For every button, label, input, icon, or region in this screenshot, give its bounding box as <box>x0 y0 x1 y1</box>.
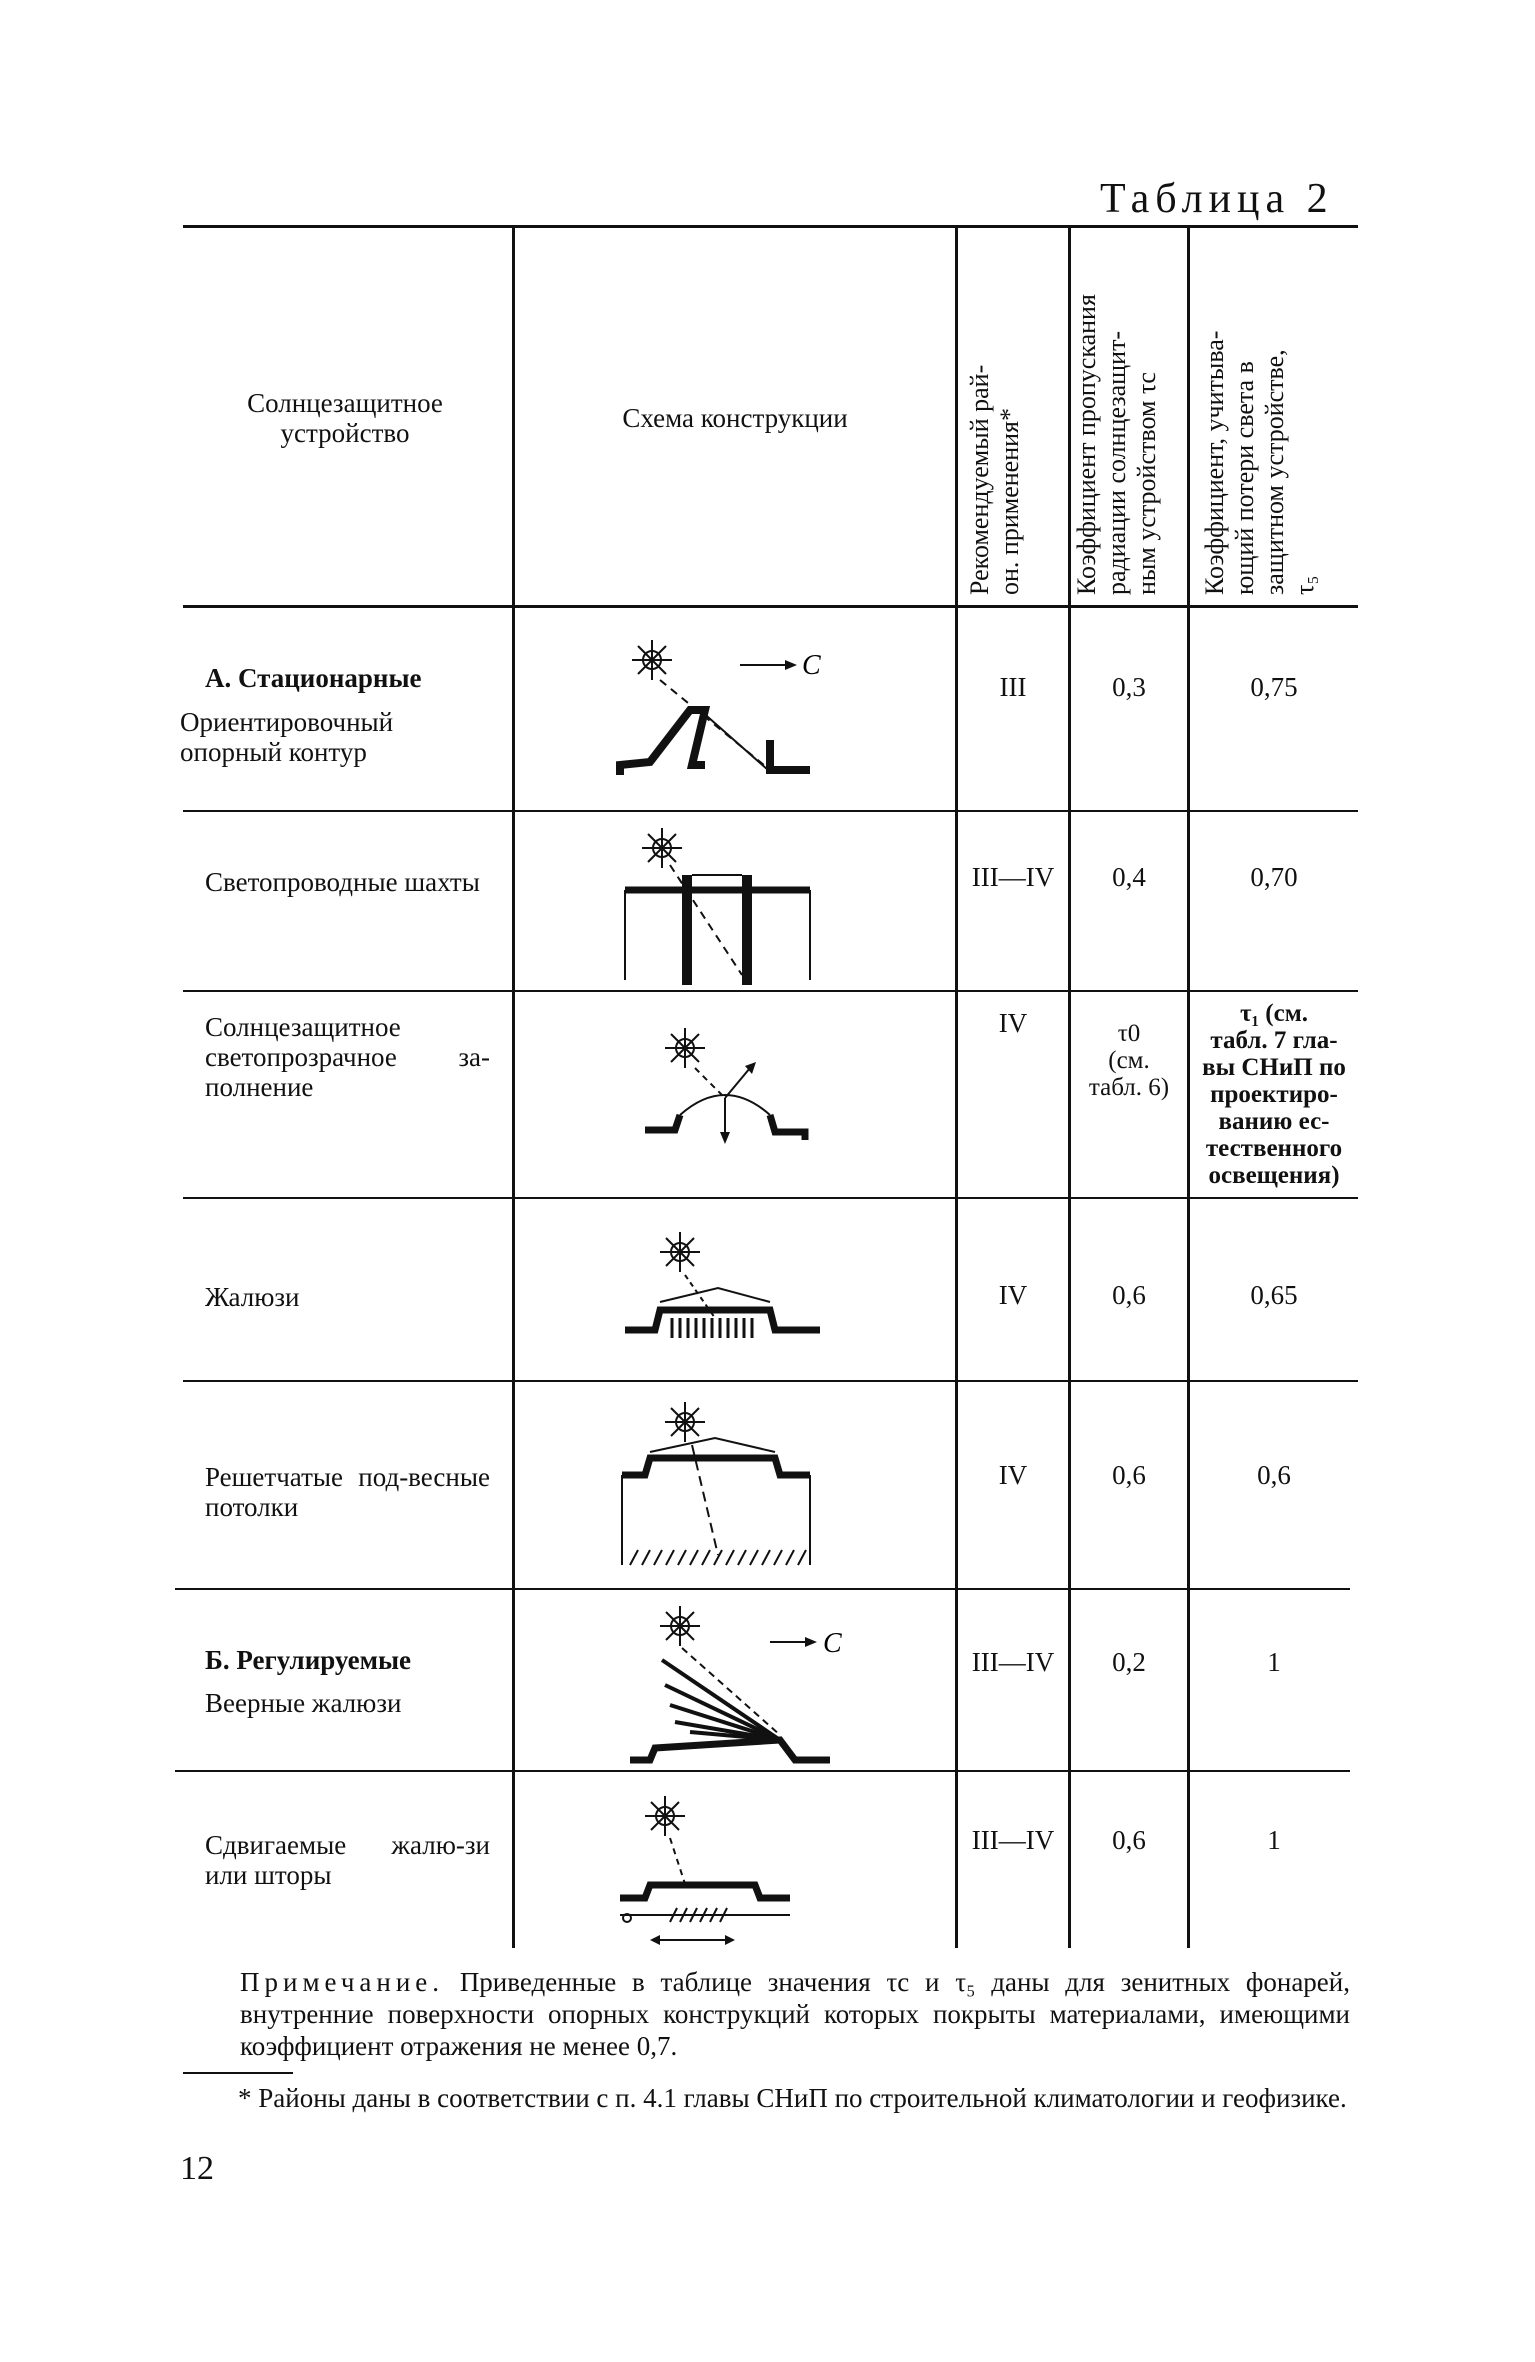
ceiling-grid <box>630 1550 806 1565</box>
header-tau-5: Коэффициент, учитыва- ющий потери света в защитном устройстве, τ₅ <box>1200 330 1319 595</box>
row-5-region: IV <box>998 1460 1028 1490</box>
row-7-region: III—IV <box>971 1825 1055 1855</box>
note <box>240 1966 1350 2062</box>
row-4-name: Жалюзи <box>205 1282 300 1312</box>
row-6-region: III—IV <box>971 1647 1055 1677</box>
row-rule-1 <box>183 810 1358 812</box>
row-2-tau-5: 0,70 <box>1250 862 1298 892</box>
row-rule-5 <box>175 1588 1350 1590</box>
footnote: * Районы даны в соответствии с п. 4.1 главы СНиП по строительной климатологии и геофизике. <box>238 2083 1347 2113</box>
row-5-tau-c: 0,6 <box>1112 1460 1146 1490</box>
row-1-tau-c: 0,3 <box>1112 672 1146 702</box>
section-a-label: А. Стационарные <box>205 663 422 693</box>
sun-icon <box>660 1606 700 1646</box>
sun-icon <box>632 640 672 680</box>
scheme-light-shafts <box>610 820 830 990</box>
header-region: Рекомендуемый рай- он. применения* <box>965 364 1024 595</box>
row-4-tau-c: 0,6 <box>1112 1280 1146 1310</box>
row-6-tau-c: 0,2 <box>1112 1647 1146 1677</box>
section-b-label: Б. Регулируемые <box>205 1645 412 1675</box>
row-1-tau-5: 0,75 <box>1250 672 1298 702</box>
sun-icon <box>642 828 682 868</box>
row-1-name: Ориентировочный опорный контур <box>180 707 394 767</box>
col-rule-1 <box>512 228 515 1948</box>
row-4-region: IV <box>998 1280 1028 1310</box>
fan-blades <box>662 1660 780 1740</box>
row-3-tau-5: τ₁ (см. табл. 7 гла- вы СНиП по проектиро- ванию ес- тественного освещения) <box>1202 1000 1346 1189</box>
row-6-tau-5: 1 <box>1267 1647 1281 1677</box>
col-rule-2 <box>955 228 958 1948</box>
row-rule-4 <box>183 1380 1358 1382</box>
note-label: Примечание. <box>240 1967 445 1997</box>
sun-icon <box>665 1028 705 1068</box>
row-4-tau-5: 0,65 <box>1250 1280 1298 1310</box>
direction-label: С <box>823 1628 842 1659</box>
header-scheme: Схема конструкции <box>622 403 848 433</box>
row-2-tau-c: 0,4 <box>1112 862 1146 892</box>
page-number: 12 <box>180 2150 214 2187</box>
row-1-region: III <box>999 672 1027 702</box>
row-7-name: Сдвигаемые жалю-зи или шторы <box>205 1830 490 1890</box>
row-2-region: III—IV <box>971 862 1055 892</box>
scheme-sliding-louvers <box>615 1790 845 1950</box>
note-text: Приведенные в таблице значения τс и τ₅ даны для зенитных фонарей, внутренние поверхности опорных конструкций которых покрыты материалами, имеющими коэффициент отражения не менее 0,7. <box>240 1967 1350 2061</box>
scheme-fan-louvers <box>620 1600 860 1770</box>
row-2-name: Светопроводные шахты <box>205 867 480 897</box>
sun-icon <box>660 1232 700 1272</box>
row-6-name: Веерные жалюзи <box>205 1688 402 1718</box>
scheme-glazing <box>640 1020 840 1160</box>
direction-label: С <box>802 650 821 681</box>
row-3-region: IV <box>998 1008 1028 1038</box>
row-5-name: Решетчатые под-весные потолки <box>205 1462 490 1522</box>
footnote-rule <box>183 2072 293 2074</box>
scheme-louvers <box>620 1230 840 1360</box>
header-device: Солнцезащитное устройство <box>247 388 443 448</box>
sun-icon <box>645 1796 685 1836</box>
louver-slats <box>672 1318 752 1338</box>
header-tau-c: Коэффициент пропускания радиации солнцезащит- ным устройством τс <box>1072 294 1161 595</box>
row-rule-2 <box>183 990 1358 992</box>
scheme-reference-contour <box>600 630 860 800</box>
table-top-rule <box>183 225 1358 228</box>
sun-icon <box>665 1402 705 1442</box>
row-rule-3 <box>183 1197 1358 1199</box>
row-3-tau-c: τ0 (см. табл. 6) <box>1088 1020 1170 1101</box>
row-3-name: Солнцезащитное светопрозрачное за-полнение <box>205 1012 490 1102</box>
row-7-tau-5: 1 <box>1267 1825 1281 1855</box>
row-5-tau-5: 0,6 <box>1257 1460 1291 1490</box>
scheme-lattice-ceiling <box>610 1400 830 1580</box>
row-rule-6 <box>175 1770 1350 1772</box>
table-title: Таблица 2 <box>1100 176 1334 222</box>
row-7-tau-c: 0,6 <box>1112 1825 1146 1855</box>
header-bottom-rule <box>183 605 1358 608</box>
